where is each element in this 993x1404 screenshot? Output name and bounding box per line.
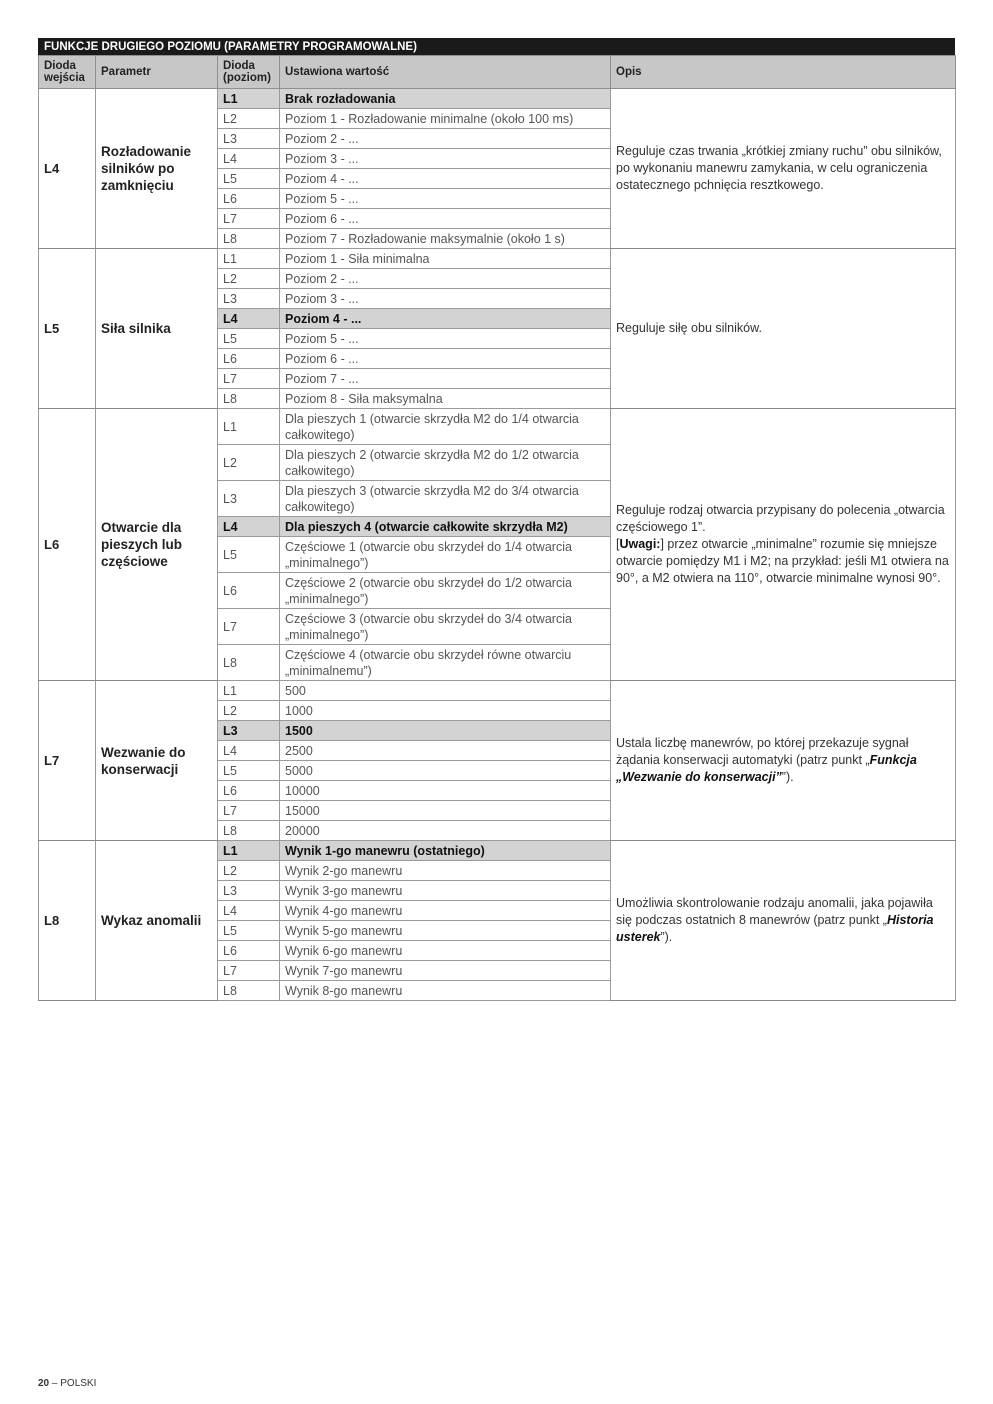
page-footer bbox=[38, 1378, 96, 1389]
setting-value: Wynik 1-go manewru (ostatniego) bbox=[280, 841, 611, 861]
parameter-description bbox=[611, 249, 956, 409]
level-led: L2 bbox=[218, 445, 280, 481]
setting-value: Poziom 3 - ... bbox=[280, 149, 611, 169]
setting-value: 10000 bbox=[280, 781, 611, 801]
description-text: Umożliwia skontrolowanie rodzaju anomalii, jaka pojawiła się podczas ostatnich 8 manewrów (patrz punkt „ bbox=[616, 896, 933, 927]
level-led: L5 bbox=[218, 761, 280, 781]
level-led: L7 bbox=[218, 961, 280, 981]
setting-value: Poziom 2 - ... bbox=[280, 129, 611, 149]
setting-value: Dla pieszych 2 (otwarcie skrzydła M2 do 1/2 otwarcia całkowitego) bbox=[280, 445, 611, 481]
setting-value: 1500 bbox=[280, 721, 611, 741]
parameter-description bbox=[611, 681, 956, 841]
level-led: L2 bbox=[218, 109, 280, 129]
level-led: L4 bbox=[218, 149, 280, 169]
table-body bbox=[39, 89, 956, 1001]
setting-value: 20000 bbox=[280, 821, 611, 841]
parameters-table bbox=[38, 55, 956, 1001]
setting-value: Poziom 6 - ... bbox=[280, 349, 611, 369]
level-led: L6 bbox=[218, 781, 280, 801]
level-led: L5 bbox=[218, 169, 280, 189]
setting-value: 5000 bbox=[280, 761, 611, 781]
setting-value: Poziom 2 - ... bbox=[280, 269, 611, 289]
level-led: L4 bbox=[218, 309, 280, 329]
setting-value: Poziom 7 - Rozładowanie maksymalnie (około 1 s) bbox=[280, 229, 611, 249]
description-text-end: ”). bbox=[781, 770, 794, 784]
setting-value: Wynik 5-go manewru bbox=[280, 921, 611, 941]
setting-value: Poziom 4 - ... bbox=[280, 309, 611, 329]
level-led: L8 bbox=[218, 389, 280, 409]
level-led: L2 bbox=[218, 701, 280, 721]
setting-value: Poziom 5 - ... bbox=[280, 189, 611, 209]
setting-value: Poziom 5 - ... bbox=[280, 329, 611, 349]
setting-value: Wynik 2-go manewru bbox=[280, 861, 611, 881]
footer-language: POLSKI bbox=[60, 1378, 97, 1389]
level-led: L4 bbox=[218, 901, 280, 921]
description-note-label: Uwagi: bbox=[619, 537, 661, 551]
setting-value: Wynik 8-go manewru bbox=[280, 981, 611, 1001]
description-text-end: ”). bbox=[660, 930, 673, 944]
setting-value: Dla pieszych 3 (otwarcie skrzydła M2 do 3/4 otwarcia całkowitego) bbox=[280, 481, 611, 517]
level-led: L8 bbox=[218, 645, 280, 681]
description-text: Ustala liczbę manewrów, po której przekazuje sygnał żądania konserwacji automatyki (patrz punkt „ bbox=[616, 736, 909, 767]
header-input-led-line2: wejścia bbox=[44, 72, 85, 84]
table-header-row bbox=[39, 56, 956, 89]
description-reference: Funkcja „Wezwanie do konserwacji” bbox=[616, 753, 917, 784]
level-led: L3 bbox=[218, 881, 280, 901]
input-led-code: L8 bbox=[39, 841, 96, 1001]
setting-value: Częściowe 4 (otwarcie obu skrzydeł równe otwarciu „minimalnemu”) bbox=[280, 645, 611, 681]
input-led-code: L6 bbox=[39, 409, 96, 681]
header-description: Opis bbox=[611, 56, 956, 89]
parameter-name: Rozładowanie silników po zamknięciu bbox=[96, 89, 218, 249]
table-row bbox=[39, 89, 956, 109]
level-led: L5 bbox=[218, 329, 280, 349]
table-row bbox=[39, 249, 956, 269]
level-led: L5 bbox=[218, 537, 280, 573]
level-led: L1 bbox=[218, 409, 280, 445]
description-intro: Reguluje rodzaj otwarcia przypisany do polecenia „otwarcia częściowego 1”. bbox=[616, 503, 945, 534]
setting-value: Częściowe 3 (otwarcie obu skrzydeł do 3/4 otwarcia „minimalnego”) bbox=[280, 609, 611, 645]
setting-value: Poziom 6 - ... bbox=[280, 209, 611, 229]
level-led: L5 bbox=[218, 921, 280, 941]
header-level-led bbox=[218, 56, 280, 89]
table-row bbox=[39, 409, 956, 445]
setting-value: 15000 bbox=[280, 801, 611, 821]
setting-value: Wynik 4-go manewru bbox=[280, 901, 611, 921]
level-led: L4 bbox=[218, 741, 280, 761]
level-led: L6 bbox=[218, 941, 280, 961]
input-led-code: L4 bbox=[39, 89, 96, 249]
level-led: L2 bbox=[218, 269, 280, 289]
setting-value: Poziom 7 - ... bbox=[280, 369, 611, 389]
setting-value: Poziom 8 - Siła maksymalna bbox=[280, 389, 611, 409]
setting-value: Częściowe 2 (otwarcie obu skrzydeł do 1/2 otwarcia „minimalnego”) bbox=[280, 573, 611, 609]
level-led: L4 bbox=[218, 517, 280, 537]
setting-value: Dla pieszych 4 (otwarcie całkowite skrzydła M2) bbox=[280, 517, 611, 537]
level-led: L6 bbox=[218, 573, 280, 609]
setting-value: 2500 bbox=[280, 741, 611, 761]
input-led-code: L5 bbox=[39, 249, 96, 409]
level-led: L3 bbox=[218, 129, 280, 149]
level-led: L7 bbox=[218, 209, 280, 229]
header-level-led-line2: (poziom) bbox=[223, 72, 271, 84]
description-note-open: [ bbox=[616, 537, 620, 551]
level-led: L7 bbox=[218, 801, 280, 821]
level-led: L2 bbox=[218, 861, 280, 881]
header-input-led bbox=[39, 56, 96, 89]
setting-value: Poziom 1 - Rozładowanie minimalne (około 100 ms) bbox=[280, 109, 611, 129]
setting-value: 1000 bbox=[280, 701, 611, 721]
setting-value: Wynik 7-go manewru bbox=[280, 961, 611, 981]
header-value: Ustawiona wartość bbox=[280, 56, 611, 89]
footer-separator: – bbox=[49, 1378, 61, 1389]
table-row bbox=[39, 681, 956, 701]
level-led: L1 bbox=[218, 681, 280, 701]
setting-value: Dla pieszych 1 (otwarcie skrzydła M2 do 1/4 otwarcia całkowitego) bbox=[280, 409, 611, 445]
parameter-name: Wykaz anomalii bbox=[96, 841, 218, 1001]
setting-value: Brak rozładowania bbox=[280, 89, 611, 109]
setting-value: Poziom 1 - Siła minimalna bbox=[280, 249, 611, 269]
setting-value: Poziom 3 - ... bbox=[280, 289, 611, 309]
header-level-led-line1: Dioda bbox=[223, 60, 255, 72]
parameter-name: Wezwanie do konserwacji bbox=[96, 681, 218, 841]
description-text: Reguluje czas trwania „krótkiej zmiany ruchu” obu silników, po wykonaniu manewru zamykania, w celu ograniczenia ostatecznego pchnięcia resztkowego. bbox=[616, 144, 942, 192]
parameter-description bbox=[611, 409, 956, 681]
description-reference: Historia usterek bbox=[616, 913, 934, 944]
parameters-sheet bbox=[38, 38, 955, 1001]
level-led: L7 bbox=[218, 369, 280, 389]
parameter-description bbox=[611, 89, 956, 249]
description-note-text: ] przez otwarcie „minimalne” rozumie się mniejsze otwarcie pomiędzy M1 i M2; na przykład: jeśli M1 otwiera na 90°, a M2 otwiera na 110°, otwarcie minimalne wynosi 90°. bbox=[616, 537, 949, 585]
level-led: L8 bbox=[218, 821, 280, 841]
input-led-code: L7 bbox=[39, 681, 96, 841]
setting-value: Wynik 6-go manewru bbox=[280, 941, 611, 961]
table-title: FUNKCJE DRUGIEGO POZIOMU (PARAMETRY PROGRAMOWALNE) bbox=[38, 38, 955, 55]
setting-value: Wynik 3-go manewru bbox=[280, 881, 611, 901]
level-led: L3 bbox=[218, 481, 280, 517]
level-led: L1 bbox=[218, 89, 280, 109]
header-input-led-line1: Dioda bbox=[44, 60, 76, 72]
level-led: L6 bbox=[218, 189, 280, 209]
parameter-description bbox=[611, 841, 956, 1001]
parameter-name: Otwarcie dla pieszych lub częściowe bbox=[96, 409, 218, 681]
level-led: L3 bbox=[218, 721, 280, 741]
table-row bbox=[39, 841, 956, 861]
level-led: L6 bbox=[218, 349, 280, 369]
setting-value: 500 bbox=[280, 681, 611, 701]
level-led: L7 bbox=[218, 609, 280, 645]
level-led: L8 bbox=[218, 229, 280, 249]
parameter-name: Siła silnika bbox=[96, 249, 218, 409]
level-led: L1 bbox=[218, 841, 280, 861]
setting-value: Poziom 4 - ... bbox=[280, 169, 611, 189]
setting-value: Częściowe 1 (otwarcie obu skrzydeł do 1/4 otwarcia „minimalnego”) bbox=[280, 537, 611, 573]
page-number: 20 bbox=[38, 1378, 50, 1389]
level-led: L8 bbox=[218, 981, 280, 1001]
level-led: L1 bbox=[218, 249, 280, 269]
header-parameter: Parametr bbox=[96, 56, 218, 89]
level-led: L3 bbox=[218, 289, 280, 309]
description-text: Reguluje siłę obu silników. bbox=[616, 321, 762, 335]
